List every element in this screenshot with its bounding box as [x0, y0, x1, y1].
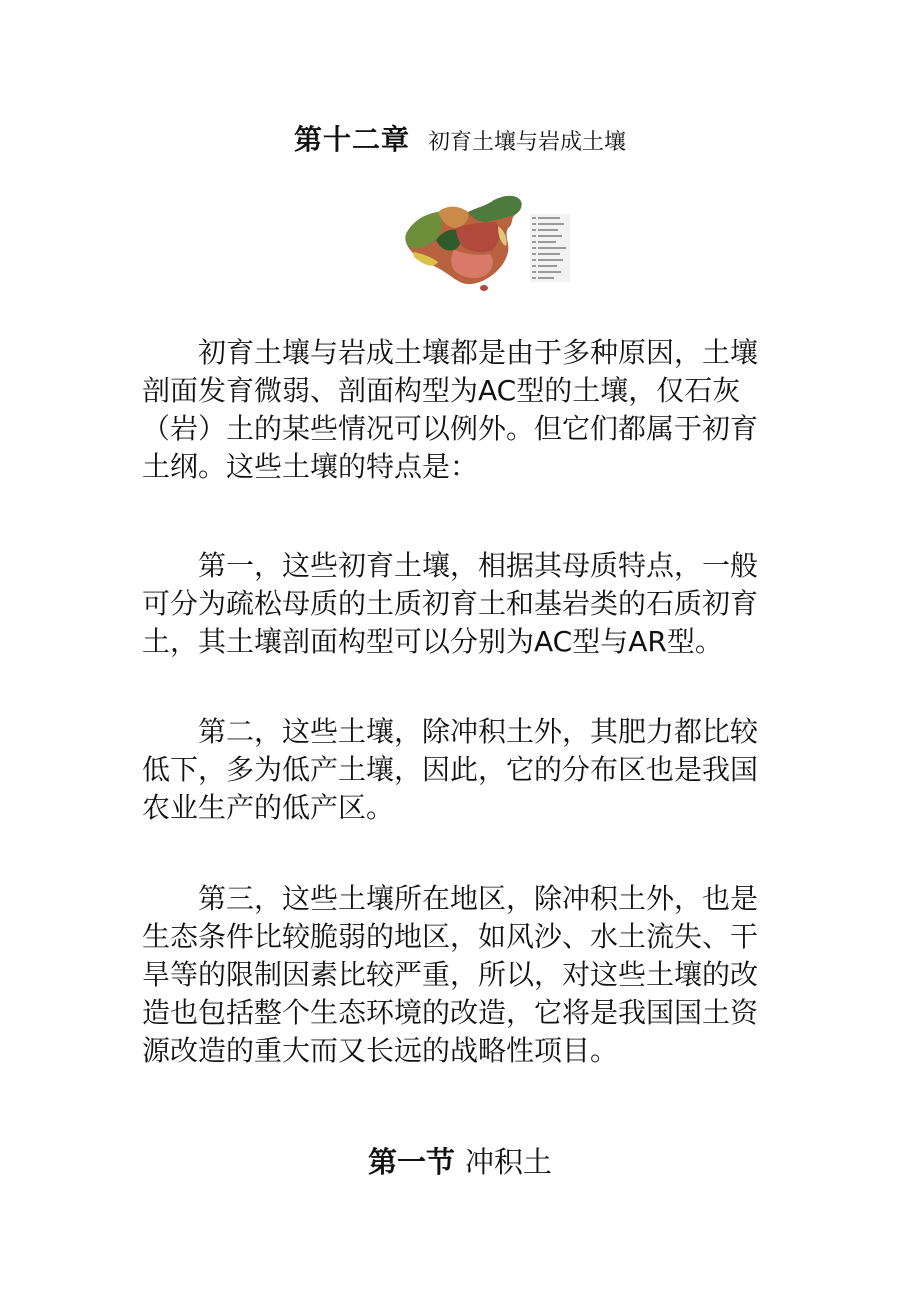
- section-heading: [0, 1140, 920, 1181]
- chapter-title: 初育土壤与岩成土壤: [428, 130, 627, 155]
- chapter-number: 第十二章: [293, 123, 410, 156]
- china-soil-map-figure: [398, 192, 580, 292]
- intro-paragraph: 初育土壤与岩成土壤都是由于多种原因，土壤剖面发育微弱、剖面构型为AC型的土壤，仅石灰（岩）土的某些情况可以例外。但它们都属于初育土纲。这些土壤的特点是：: [142, 336, 759, 483]
- chapter-heading: [0, 118, 920, 158]
- section-number: 第一节: [367, 1145, 455, 1179]
- point-one-paragraph: 第一，这些初育土壤，相据其母质特点，一般可分为疏松母质的土质初育土和基岩类的石质初育土，其土壤剖面构型可以分别为AC型与AR型。: [142, 549, 759, 658]
- map-legend: [530, 214, 570, 282]
- point-two-paragraph: 第二，这些土壤，除冲积土外，其肥力都比较低下，多为低产土壤，因此，它的分布区也是我国农业生产的低产区。: [142, 715, 759, 824]
- map-shape: [405, 196, 521, 291]
- section-title: 冲积土: [465, 1145, 553, 1179]
- point-three-paragraph: 第三，这些土壤所在地区，除冲积土外，也是生态条件比较脆弱的地区，如风沙、水土流失、干旱等的限制因素比较严重，所以，对这些土壤的改造也包括整个生态环境的改造，它将是我国国土资源改造的重大而又长远的战略性项目。: [142, 882, 759, 1067]
